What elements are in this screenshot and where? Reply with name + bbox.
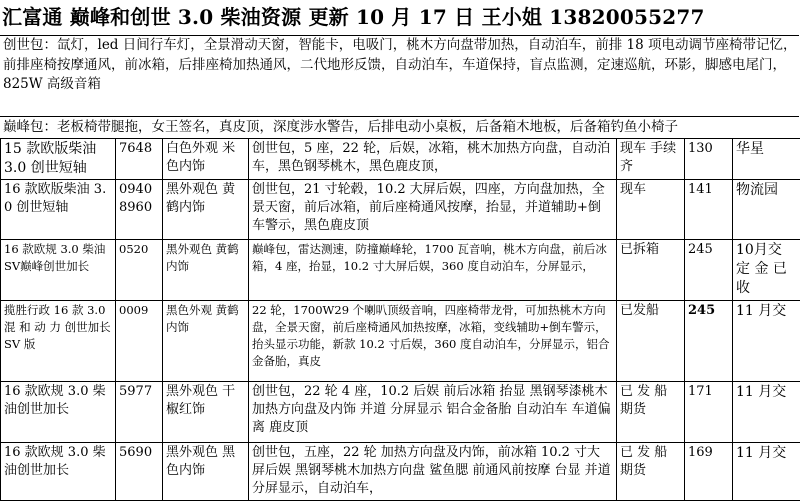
color-cell: 白色外观 米色内饰	[163, 139, 249, 180]
model-cell: 16 款欧规 3.0 柴油 SV巅峰创世加长	[1, 240, 116, 301]
color-cell: 黑外观色 黄鹤内饰	[163, 240, 249, 301]
vin-cell: 7648	[116, 139, 163, 180]
model-cell: 揽胜行政 16 款 3.0 混 和 动 力 创世加长 SV 版	[1, 301, 116, 382]
table-row	[1, 180, 800, 240]
price-cell: 245	[685, 301, 733, 382]
config-cell: 创世包，5 座，22 轮，后娱，冰箱，桃木加热方向盘，自动泊车，黑色钢琴桃木，黑色鹿皮顶，	[249, 139, 617, 180]
location-cell: 11 月交	[733, 301, 800, 382]
vin-cell: 0940 8960	[116, 180, 163, 240]
page-title: 汇富通 巅峰和创世 3.0 柴油资源 更新 10 月 17 日 王小姐 13820055277	[2, 5, 705, 29]
price-cell: 171	[685, 382, 733, 443]
color-cell: 黑色外观 黄鹤内饰	[163, 301, 249, 382]
config-cell: 创世包，五座，22 轮 加热方向盘及内饰，前冰箱 10.2 寸大屏后娱 黑钢琴桃木加热方向盘 鲨鱼腮 前通风前按摩 台显 并道 分屏显示，自动泊车，	[249, 443, 617, 501]
price-cell: 130	[685, 139, 733, 180]
location-cell: 10月交 定 金 已 收	[733, 240, 800, 301]
config-cell: 22 轮，1700W29 个喇叭顶级音响，四座椅带龙骨，可加热桃木方向盘，全景天窗，前后座椅通风加热按摩，冰箱，变线辅助+倒车警示，抬头显示功能，新款 10.2 寸后娱，360 度自动泊车，分屏显示，铝合金备胎，真皮	[249, 301, 617, 382]
status-cell: 已拆箱	[617, 240, 685, 301]
table-row	[1, 139, 800, 180]
location-cell: 11 月交	[733, 443, 800, 501]
config-cell: 巅峰包，雷达测速，防撞巅峰轮，1700 瓦音响，桃木方向盘，前后冰箱，4 座，抬显，10.2 寸大屏后娱，360 度自动泊车，分屏显示，	[249, 240, 617, 301]
table-row	[1, 382, 800, 443]
location-cell: 华星	[733, 139, 800, 180]
color-cell: 黑外观色 干椒红饰	[163, 382, 249, 443]
dianfeng-package-description: 巅峰包：老板椅带腿拖，女王签名，真皮顶，深度涉水警告，后排电动小桌板，后备箱木地板，后备箱钓鱼小椅子	[0, 116, 799, 139]
config-cell: 创世包，21 寸轮毂，10.2 大屏后娱，四座，方向盘加热，全景天窗，前后冰箱，前后座椅通风按摩，抬显，并道辅助+倒车警示，黑色鹿皮顶	[249, 180, 617, 240]
model-cell: 16 款欧规 3.0 柴油创世加长	[1, 443, 116, 501]
price-cell: 141	[685, 180, 733, 240]
config-cell: 创世包，22 轮 4 座，10.2 后娱 前后冰箱 抬显 黑钢琴漆桃木 加热方向盘及内饰 并道 分屏显示 铝合金备胎 自动泊车 车道偏离 鹿皮顶	[249, 382, 617, 443]
status-cell: 已 发 船 期货	[617, 443, 685, 501]
table-row	[1, 301, 800, 382]
price-cell: 245	[685, 240, 733, 301]
chuangshi-package-description: 创世包：氙灯，led 日间行车灯，全景滑动天窗，智能卡，电吸门，桃木方向盘带加热，自动泊车，前排 18 项电动调节座椅带记忆，前排座椅按摩通风，前冰箱，后排座椅加热通风，二代地形反馈，自动泊车，车道保持，盲点监测，定速巡航，环影，脚感电尾门，825W 高级音箱	[0, 35, 799, 117]
price-cell: 169	[685, 443, 733, 501]
model-cell: 16 款欧版柴油 3.0 创世短轴	[1, 180, 116, 240]
location-cell: 11 月交	[733, 382, 800, 443]
status-cell: 已发船	[617, 301, 685, 382]
color-cell: 黑外观色 黄鹤内饰	[163, 180, 249, 240]
table-row	[1, 240, 800, 301]
vin-cell: 0009	[116, 301, 163, 382]
vin-cell: 5977	[116, 382, 163, 443]
model-cell: 16 款欧规 3.0 柴油创世加长	[1, 382, 116, 443]
vehicle-table	[0, 138, 800, 501]
table-row	[1, 443, 800, 501]
status-cell: 现车	[617, 180, 685, 240]
model-cell: 15 款欧版柴油 3.0 创世短轴	[1, 139, 116, 180]
vin-cell: 0520	[116, 240, 163, 301]
location-cell: 物流园	[733, 180, 800, 240]
color-cell: 黑外观色 黑色内饰	[163, 443, 249, 501]
status-cell: 现车 手续齐	[617, 139, 685, 180]
vin-cell: 5690	[116, 443, 163, 501]
status-cell: 已 发 船 期货	[617, 382, 685, 443]
